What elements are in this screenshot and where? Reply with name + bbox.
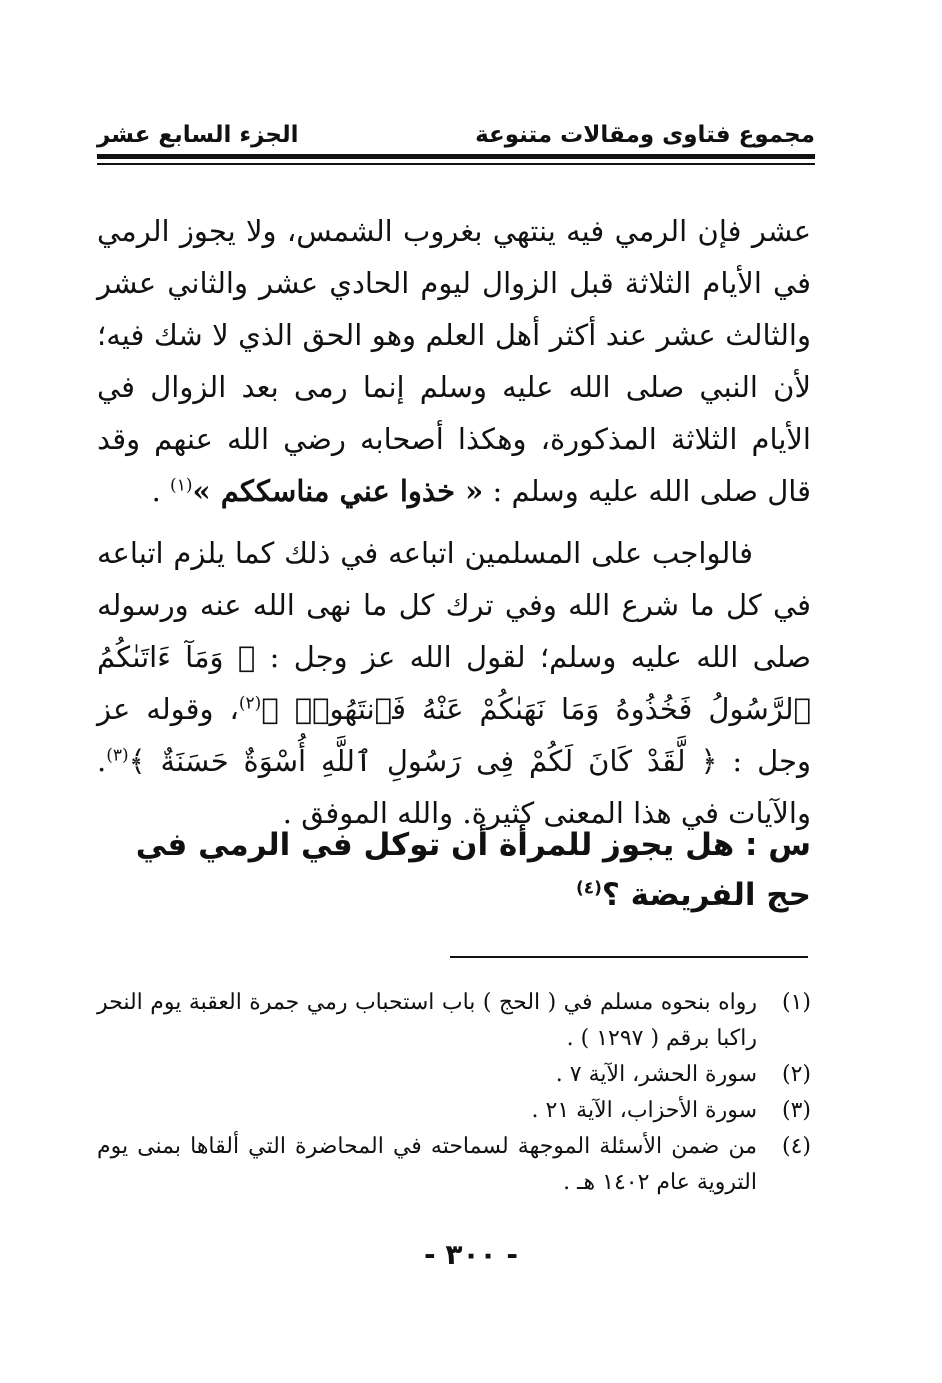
quran-verse-1: ﴿ وَمَآ ءَاتَىٰكُمُ ٱلرَّسُولُ فَخُذُوهُ وَمَا نَهَىٰكُمْ عَنْهُ فَٱنتَهُوا۟ ﴾ xyxy=(97,640,811,726)
question-text: س : هل يجوز للمرأة أن توكل في الرمي في حج الفريضة ؟ xyxy=(135,827,811,913)
paragraph-2 xyxy=(97,527,811,839)
volume-label: الجزء السابع عشر xyxy=(97,122,299,148)
paragraph-2-text-c: . والآيات في هذا المعنى كثيرة. والله الموفق . xyxy=(97,744,811,830)
paragraph-1-end: . xyxy=(151,474,171,508)
footnote-text: سورة الأحزاب، الآية ٢١ . xyxy=(531,1098,757,1123)
running-header xyxy=(97,116,815,154)
footnote-separator xyxy=(450,956,808,958)
book-title: مجموع فتاوى ومقالات متنوعة xyxy=(475,122,815,148)
main-text xyxy=(97,205,811,839)
footnote-ref-3: (٣) xyxy=(106,745,129,766)
footnote-text: سورة الحشر، الآية ٧ . xyxy=(555,1062,757,1087)
footnote-2 xyxy=(97,1057,811,1093)
paragraph-2-text-a: فالواجب على المسلمين اتباعه في ذلك كما يلزم اتباعه في كل ما شرع الله وفي ترك كل ما نهى الله عنه ورسوله صلى الله عليه وسلم؛ لقول الله عز وجل : xyxy=(97,536,811,674)
page-number: - ٣٠٠ - xyxy=(423,1238,519,1271)
paragraph-2-text-b: ، وقوله عز وجل : xyxy=(97,692,811,778)
header-rule-thick xyxy=(97,154,815,159)
footnote-number: (٣) xyxy=(781,1098,811,1123)
footnote-number: (٢) xyxy=(781,1062,811,1087)
footnote-ref-1: (١) xyxy=(170,475,193,496)
footnote-4 xyxy=(97,1129,811,1201)
quran-verse-2: ﴿ لَّقَدْ كَانَ لَكُمْ فِى رَسُولِ ٱللَّهِ أُسْوَةٌ حَسَنَةٌ ﴾ xyxy=(128,744,718,778)
footnote-text: من ضمن الأسئلة الموجهة لسماحته في المحاضرة التي ألقاها بمنى يوم التروية عام ١٤٠٢ هـ . xyxy=(97,1134,757,1195)
footnote-ref-2: (٢) xyxy=(238,693,262,714)
paragraph-1-text: عشر فإن الرمي فيه ينتهي بغروب الشمس، ولا يجوز الرمي في الأيام الثلاثة قبل الزوال ليوم الحادي عشر والثاني عشر والثالث عشر عند أكثر أهل العلم وهو الحق الذي لا شك فيه؛ لأن النبي صلى الله عليه وسلم إنما رمى بعد الزوال في الأيام الثلاثة المذكورة، وهكذا أصحابه رضي الله عنهم وقد قال صلى الله عليه وسلم : xyxy=(97,214,811,508)
paragraph-1 xyxy=(97,205,811,517)
footnote-text: رواه بنحوه مسلم في ( الحج ) باب استحباب رمي جمرة العقبة يوم النحر راكبا برقم ( ١٢٩٧ ) . xyxy=(97,990,757,1051)
question-heading xyxy=(97,820,811,920)
hadith-quote: « خذوا عني مناسككم » xyxy=(192,474,484,508)
header-rule-thin xyxy=(97,163,815,165)
footnote-3 xyxy=(97,1093,811,1129)
footnotes xyxy=(97,985,811,1201)
footnote-number: (٤) xyxy=(781,1134,811,1159)
footnote-number: (١) xyxy=(781,990,811,1015)
footnote-ref-4: (٤) xyxy=(575,878,602,899)
footnote-1 xyxy=(97,985,811,1057)
